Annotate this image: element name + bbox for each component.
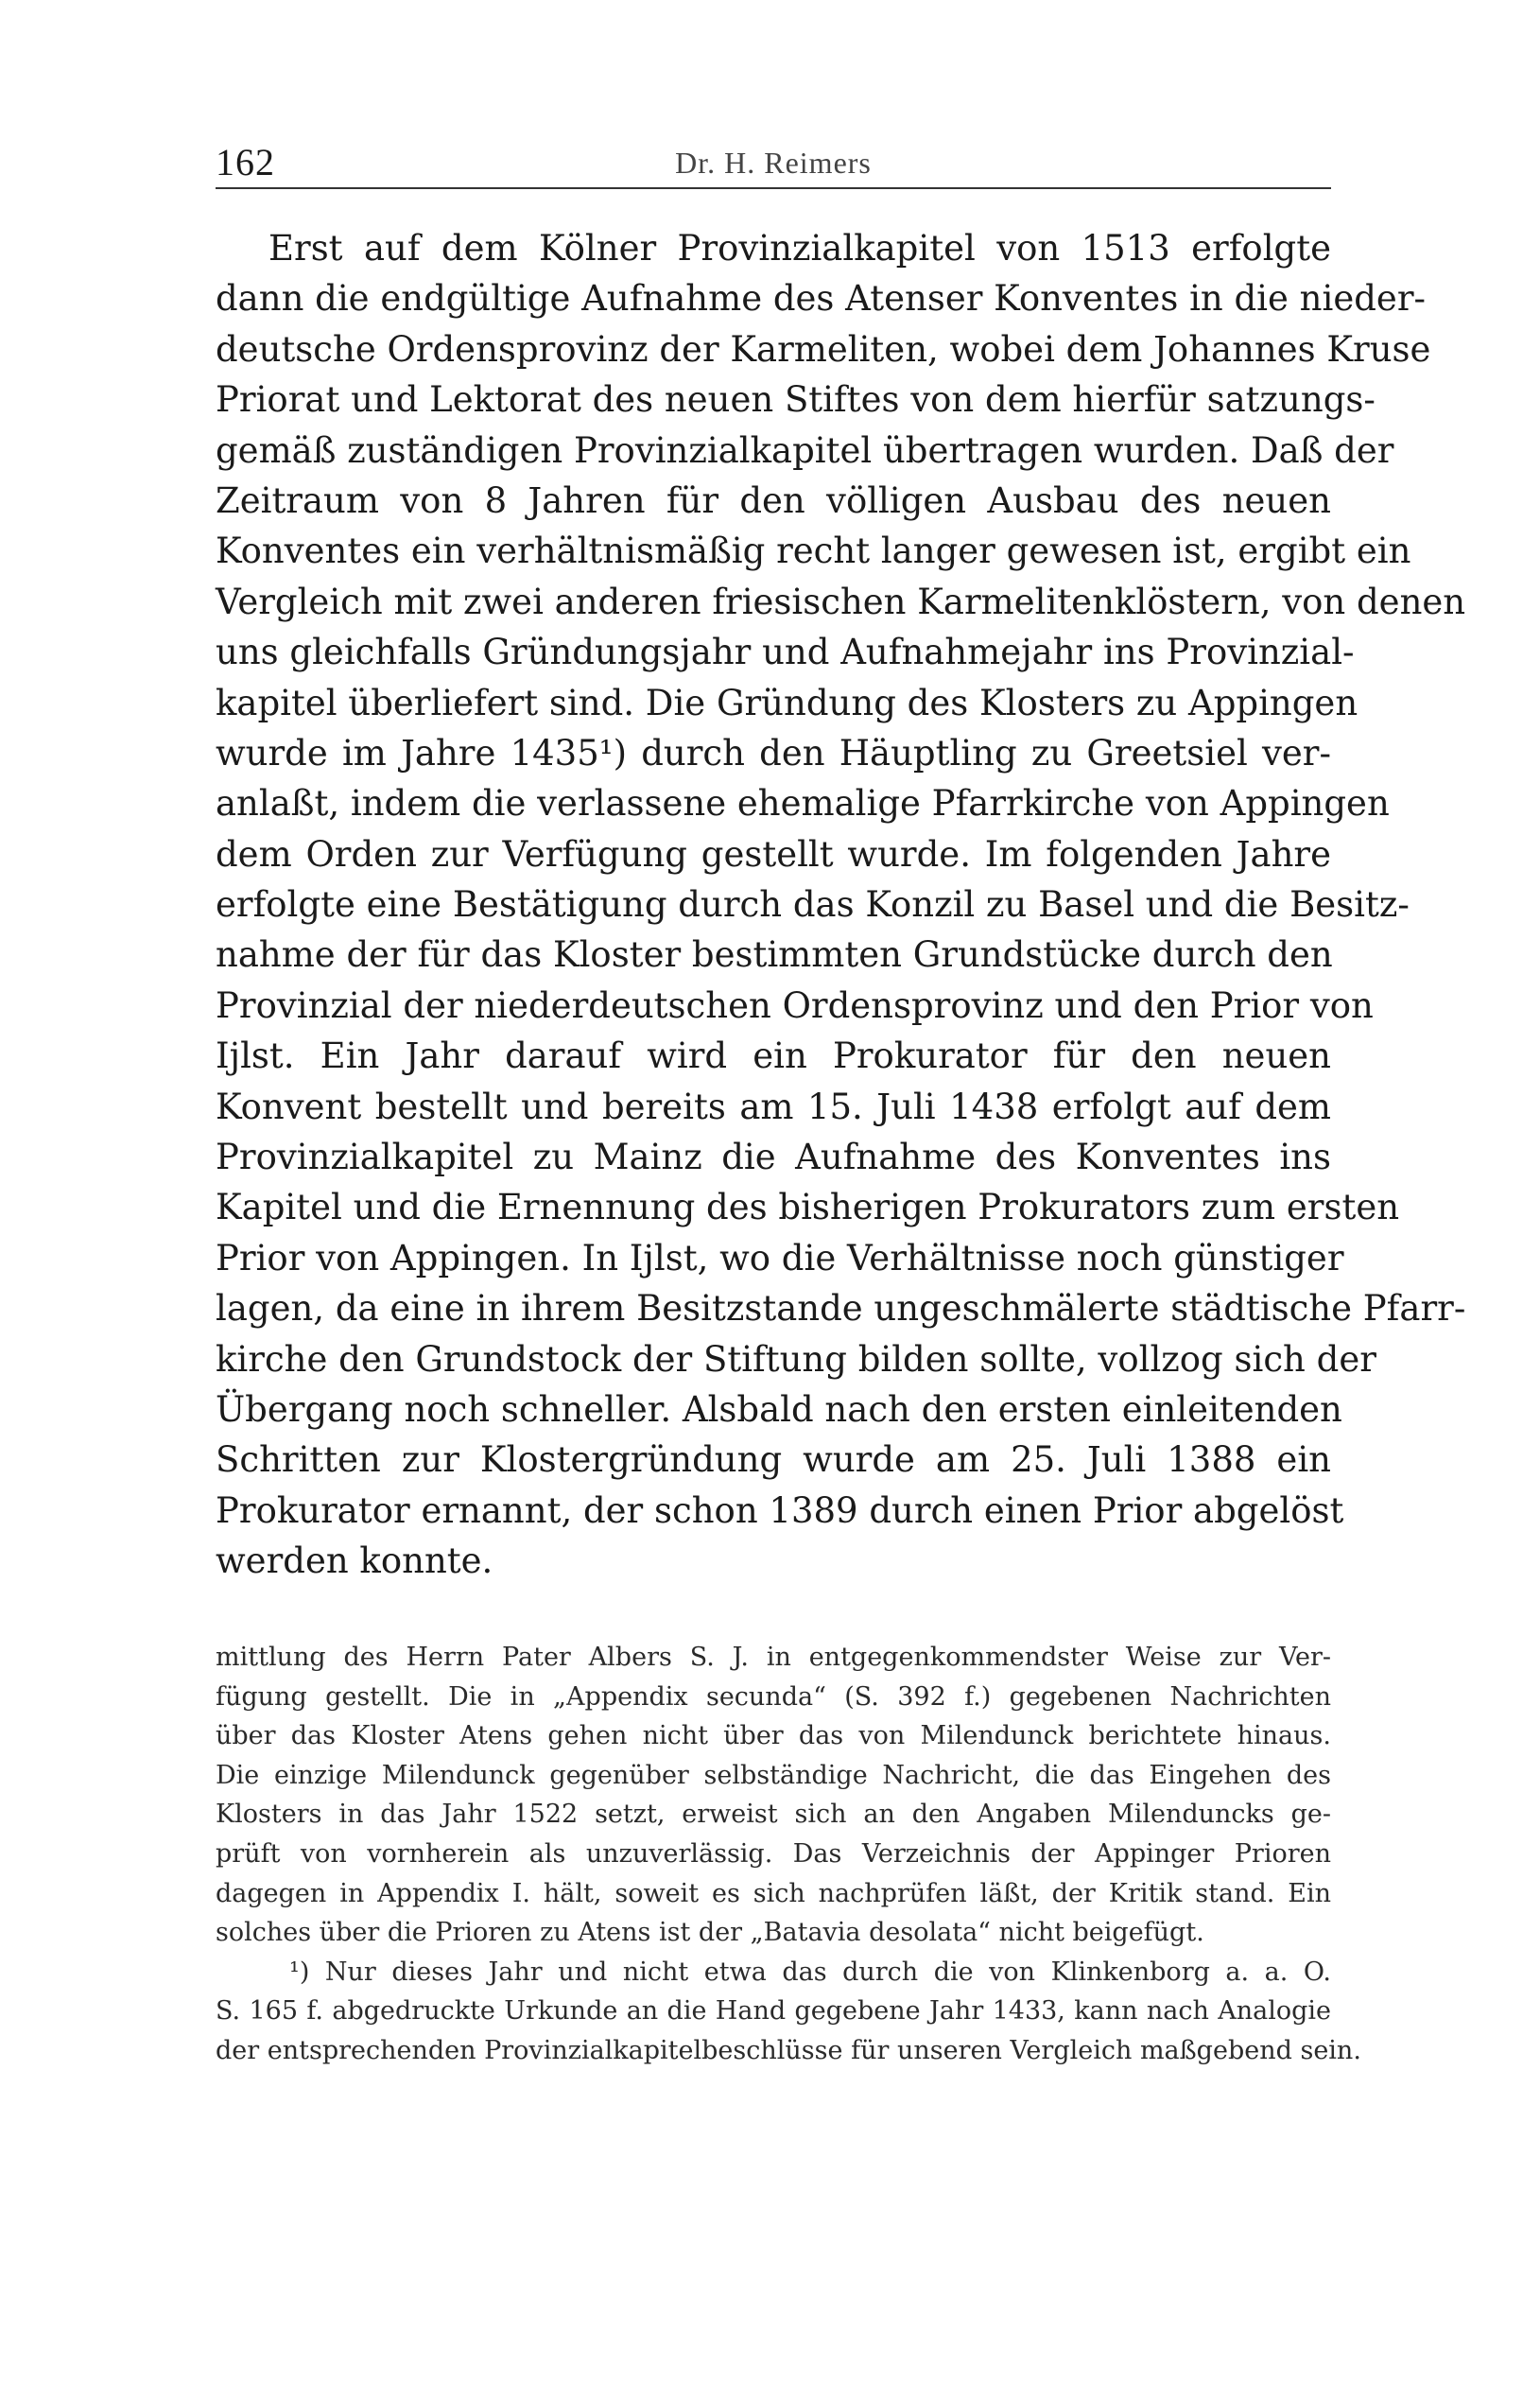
footnote-line: solches über die Prioren zu Atens ist der „Batavia desolata“ nicht beigefügt. xyxy=(216,1918,1204,1948)
footnote-line: prüft von vornherein als unzuverlässig. Das Verzeichnis der Appinger Prioren xyxy=(216,1838,1331,1869)
text-line: Ijlst. Ein Jahr darauf wird ein Prokurator für den neuen xyxy=(216,1035,1331,1077)
text-line: nahme der für das Kloster bestimmten Grundstücke durch den xyxy=(216,934,1333,976)
page-number: 162 xyxy=(216,141,275,183)
text-line: Priorat und Lektorat des neuen Stiftes von dem hierfür satzungs- xyxy=(216,379,1376,421)
footnote-line: der entsprechenden Provinzialkapitelbeschlüsse für unseren Vergleich maßgebend sein. xyxy=(216,2035,1361,2065)
running-head: Dr. H. Reimers xyxy=(675,146,872,180)
footnote-line: mittlung des Herrn Pater Albers S. J. in entgegenkommendster Weise zur Ver- xyxy=(216,1643,1331,1672)
text-line: Prokurator ernannt, der schon 1389 durch einen Prior abgelöst xyxy=(216,1489,1344,1531)
text-line: Provinzial der niederdeutschen Ordensprovinz und den Prior von xyxy=(216,984,1374,1026)
main-text xyxy=(216,223,1466,1587)
footnote-line: dagegen in Appendix I. hält, soweit es sich nachprüfen läßt, der Kritik stand. Ein xyxy=(216,1878,1331,1908)
page-header xyxy=(216,140,1331,197)
text-line: kirche den Grundstock der Stiftung bilden sollte, vollzog sich der xyxy=(216,1338,1376,1380)
footnote-line: über das Kloster Atens gehen nicht über das von Milendunck berichtete hinaus. xyxy=(216,1721,1331,1751)
text-line: deutsche Ordensprovinz der Karmeliten, wobei dem Johannes Kruse xyxy=(216,328,1431,370)
text-line: Erst auf dem Kölner Provinzialkapitel von 1513 erfolgte xyxy=(268,228,1331,269)
footnote-line: S. 165 f. abgedruckte Urkunde an die Hand gegebene Jahr 1433, kann nach Analogie xyxy=(216,1996,1331,2027)
text-line: wurde im Jahre 1435¹) durch den Häuptling zu Greetsiel ver- xyxy=(216,732,1331,774)
text-line: dem Orden zur Verfügung gestellt wurde. Im folgenden Jahre xyxy=(216,833,1331,875)
footnote-line: Klosters in das Jahr 1522 setzt, erweist sich an den Angaben Milenduncks ge- xyxy=(216,1800,1331,1830)
text-line: Kapitel und die Ernennung des bisherigen Prokurators zum ersten xyxy=(216,1187,1400,1228)
footnotes xyxy=(216,1638,1361,2071)
text-line: Konvent bestellt und bereits am 15. Juli 1438 erfolgt auf dem xyxy=(216,1086,1331,1127)
text-line: Provinzialkapitel zu Mainz die Aufnahme des Konventes ins xyxy=(216,1137,1331,1178)
footnote-line: Die einzige Milendunck gegenüber selbständige Nachricht, die das Eingehen des xyxy=(216,1760,1331,1790)
text-line: dann die endgültige Aufnahme des Atenser Konventes in die nieder- xyxy=(216,278,1427,320)
text-line: Prior von Appingen. In Ijlst, wo die Verhältnisse noch günstiger xyxy=(216,1237,1344,1279)
footnote-line: ¹) Nur dieses Jahr und nicht etwa das durch die von Klinkenborg a. a. O. xyxy=(289,1957,1331,1987)
text-line: kapitel überliefert sind. Die Gründung des Klosters zu Appingen xyxy=(216,682,1358,723)
header-rule xyxy=(216,187,1331,189)
text-line: Konventes ein verhältnismäßig recht langer gewesen ist, ergibt ein xyxy=(216,531,1411,572)
text-line: werden konnte. xyxy=(216,1540,493,1582)
text-line: uns gleichfalls Gründungsjahr und Aufnahmejahr ins Provinzial- xyxy=(216,632,1355,673)
text-line: anlaßt, indem die verlassene ehemalige Pfarrkirche von Appingen xyxy=(216,783,1390,825)
text-line: gemäß zuständigen Provinzialkapitel übertragen wurden. Daß der xyxy=(216,429,1394,471)
text-line: Vergleich mit zwei anderen friesischen Karmelitenklöstern, von denen xyxy=(216,581,1466,622)
text-line: Übergang noch schneller. Alsbald nach den ersten einleitenden xyxy=(216,1388,1342,1430)
text-line: Schritten zur Klostergründung wurde am 25. Juli 1388 ein xyxy=(216,1439,1331,1481)
text-line: Zeitraum von 8 Jahren für den völligen Ausbau des neuen xyxy=(216,479,1331,521)
text-line: lagen, da eine in ihrem Besitzstande ungeschmälerte städtische Pfarr- xyxy=(216,1288,1466,1330)
footnote-line: fügung gestellt. Die in „Appendix secunda“ (S. 392 f.) gegebenen Nachrichten xyxy=(216,1681,1331,1712)
text-line: erfolgte eine Bestätigung durch das Konzil zu Basel und die Besitz- xyxy=(216,884,1410,926)
